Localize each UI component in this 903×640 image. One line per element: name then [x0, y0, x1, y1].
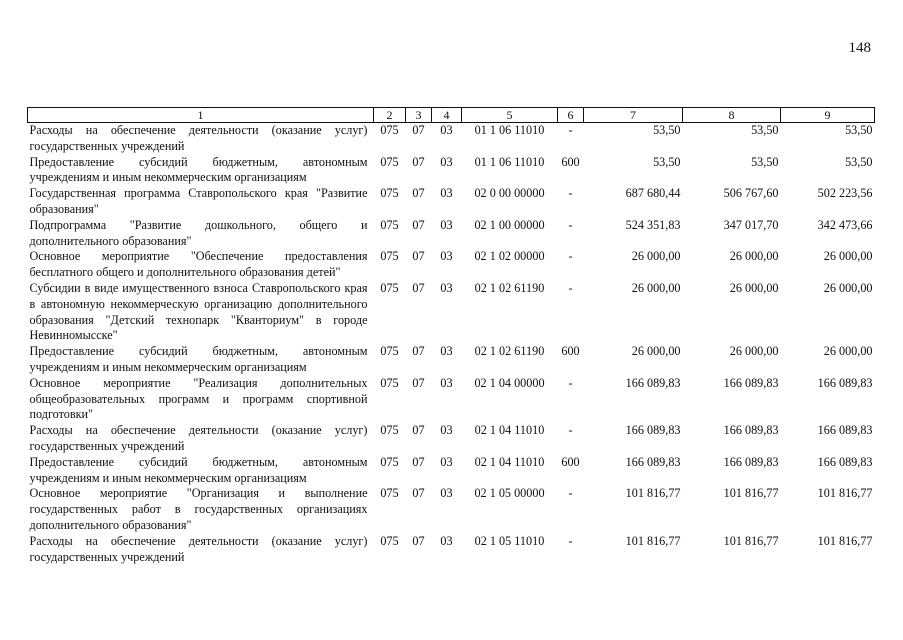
header-col-4: 4	[432, 108, 462, 123]
row-description: Предоставление субсидий бюджетным, автономным учреждениям и иным некоммерческим организациям	[29, 344, 368, 374]
row-description: Основное мероприятие "Организация и выполнение государственных работ в государственных организациях дополнительного образования"	[29, 486, 368, 532]
row-amount-col9: 26 000,00	[823, 344, 873, 359]
table-row	[28, 281, 875, 344]
row-amount-col8: 101 816,77	[723, 486, 779, 501]
row-amount-col8: 166 089,83	[723, 375, 779, 390]
row-amount-col8: 26 000,00	[729, 344, 779, 359]
row-amount-col7: 53,50	[653, 123, 681, 137]
row-subsection-code: 03	[440, 533, 453, 548]
row-subsection-code: 03	[440, 454, 453, 469]
row-description: Основное мероприятие "Обеспечение предоставления бесплатного общего и дополнительного образования детей"	[29, 249, 368, 280]
table-row	[28, 344, 875, 376]
row-description: Государственная программа Ставропольского края "Развитие образования"	[29, 186, 368, 216]
row-amount-col9: 53,50	[845, 123, 873, 137]
table-row	[28, 186, 875, 218]
row-target-code: 02 1 00 00000	[474, 217, 545, 232]
row-amount-col9: 101 816,77	[817, 486, 873, 501]
row-section-code: 07	[412, 533, 425, 548]
row-section-code: 07	[412, 375, 425, 390]
row-section-code: 07	[412, 454, 425, 469]
table-row	[28, 376, 875, 423]
row-section-code: 07	[412, 186, 425, 201]
header-col-8: 8	[683, 108, 781, 123]
row-ministry-code: 075	[380, 454, 399, 469]
table-row	[28, 155, 875, 187]
header-col-6: 6	[558, 108, 584, 123]
row-target-code: 02 1 02 00000	[474, 249, 545, 264]
row-expense-type: -	[568, 186, 573, 201]
row-amount-col7: 101 816,77	[625, 533, 681, 548]
row-subsection-code: 03	[440, 344, 453, 359]
row-amount-col9: 342 473,66	[817, 217, 873, 232]
header-col-5: 5	[462, 108, 558, 123]
row-amount-col8: 53,50	[751, 154, 779, 169]
row-amount-col9: 502 223,56	[817, 186, 873, 201]
row-description: Расходы на обеспечение деятельности (оказание услуг) государственных учреждений	[29, 423, 368, 453]
row-amount-col9: 166 089,83	[817, 375, 873, 390]
row-section-code: 07	[412, 344, 425, 359]
row-amount-col7: 166 089,83	[625, 375, 681, 390]
row-amount-col7: 166 089,83	[625, 423, 681, 438]
budget-table	[27, 107, 875, 565]
row-description: Основное мероприятие "Реализация дополнительных общеобразовательных программ и программ спортивной подготовки"	[29, 375, 368, 422]
row-amount-col8: 347 017,70	[723, 217, 779, 232]
row-amount-col7: 166 089,83	[625, 454, 681, 469]
row-description: Предоставление субсидий бюджетным, автономным учреждениям и иным некоммерческим организациям	[29, 154, 368, 185]
row-target-code: 02 1 04 00000	[474, 375, 545, 390]
row-description: Расходы на обеспечение деятельности (оказание услуг) государственных учреждений	[29, 533, 368, 564]
row-target-code: 02 1 04 11010	[474, 423, 545, 438]
row-amount-col9: 53,50	[845, 154, 873, 169]
row-ministry-code: 075	[380, 533, 399, 548]
page-number: 148	[848, 40, 871, 56]
row-target-code: 02 1 02 61190	[474, 344, 545, 359]
row-amount-col7: 524 351,83	[625, 217, 681, 232]
header-col-2: 2	[374, 108, 406, 123]
row-description: Подпрограмма "Развитие дошкольного, общего и дополнительного образования"	[29, 217, 368, 248]
header-col-9: 9	[781, 108, 875, 123]
table-row	[28, 123, 875, 155]
table-body	[28, 123, 875, 566]
row-section-code: 07	[412, 154, 425, 169]
row-ministry-code: 075	[380, 280, 399, 295]
row-expense-type: -	[568, 486, 573, 501]
row-subsection-code: 03	[440, 375, 453, 390]
table-row	[28, 534, 875, 566]
row-expense-type: -	[568, 123, 573, 137]
row-section-code: 07	[412, 280, 425, 295]
row-subsection-code: 03	[440, 249, 453, 264]
row-section-code: 07	[412, 423, 425, 438]
row-expense-type: -	[568, 249, 573, 264]
row-subsection-code: 03	[440, 123, 453, 137]
row-description: Предоставление субсидий бюджетным, автономным учреждениям и иным некоммерческим организациям	[29, 454, 368, 485]
row-ministry-code: 075	[380, 344, 399, 359]
row-expense-type: -	[568, 217, 573, 232]
row-amount-col9: 26 000,00	[823, 280, 873, 295]
row-target-code: 02 0 00 00000	[474, 186, 545, 201]
table-header	[28, 108, 875, 123]
row-subsection-code: 03	[440, 486, 453, 501]
row-target-code: 02 1 05 00000	[474, 486, 545, 501]
row-expense-type: -	[568, 533, 573, 548]
row-expense-type: -	[568, 280, 573, 295]
row-section-code: 07	[412, 486, 425, 501]
row-subsection-code: 03	[440, 186, 453, 201]
row-amount-col8: 101 816,77	[723, 533, 779, 548]
header-col-7: 7	[584, 108, 683, 123]
row-target-code: 02 1 05 11010	[474, 533, 545, 548]
row-amount-col7: 26 000,00	[631, 280, 681, 295]
row-ministry-code: 075	[380, 423, 399, 438]
row-description: Субсидии в виде имущественного взноса Ставропольского края в автономную некоммерческую организацию дополнительного образования "Детский технопарк "Кванториум" в городе Невинномысске"	[29, 280, 368, 343]
row-ministry-code: 075	[380, 249, 399, 264]
row-ministry-code: 075	[380, 486, 399, 501]
row-amount-col9: 166 089,83	[817, 454, 873, 469]
row-expense-type: 600	[561, 454, 580, 469]
row-expense-type: 600	[561, 344, 580, 359]
header-col-1: 1	[28, 108, 374, 123]
row-ministry-code: 075	[380, 123, 399, 137]
row-ministry-code: 075	[380, 217, 399, 232]
table-row	[28, 218, 875, 250]
row-amount-col9: 26 000,00	[823, 249, 873, 264]
table-row	[28, 455, 875, 487]
row-expense-type: -	[568, 375, 573, 390]
row-amount-col8: 53,50	[751, 123, 779, 137]
row-amount-col8: 26 000,00	[729, 280, 779, 295]
row-target-code: 01 1 06 11010	[474, 123, 545, 137]
row-amount-col8: 166 089,83	[723, 454, 779, 469]
row-target-code: 01 1 06 11010	[474, 154, 545, 169]
row-subsection-code: 03	[440, 423, 453, 438]
header-col-3: 3	[406, 108, 432, 123]
row-amount-col9: 166 089,83	[817, 423, 873, 438]
row-expense-type: 600	[561, 154, 580, 169]
row-ministry-code: 075	[380, 154, 399, 169]
table-row	[28, 486, 875, 533]
row-subsection-code: 03	[440, 154, 453, 169]
row-section-code: 07	[412, 123, 425, 137]
row-amount-col7: 26 000,00	[631, 344, 681, 359]
row-amount-col9: 101 816,77	[817, 533, 873, 548]
row-amount-col8: 506 767,60	[723, 186, 779, 201]
table-row	[28, 423, 875, 455]
row-description: Расходы на обеспечение деятельности (оказание услуг) государственных учреждений	[29, 123, 368, 153]
row-ministry-code: 075	[380, 375, 399, 390]
row-amount-col7: 26 000,00	[631, 249, 681, 264]
row-amount-col7: 687 680,44	[625, 186, 681, 201]
row-amount-col7: 53,50	[653, 154, 681, 169]
row-expense-type: -	[568, 423, 573, 438]
row-amount-col8: 26 000,00	[729, 249, 779, 264]
row-subsection-code: 03	[440, 280, 453, 295]
row-section-code: 07	[412, 217, 425, 232]
row-amount-col8: 166 089,83	[723, 423, 779, 438]
row-target-code: 02 1 02 61190	[474, 280, 545, 295]
row-subsection-code: 03	[440, 217, 453, 232]
row-section-code: 07	[412, 249, 425, 264]
row-amount-col7: 101 816,77	[625, 486, 681, 501]
table-row	[28, 249, 875, 281]
row-ministry-code: 075	[380, 186, 399, 201]
row-target-code: 02 1 04 11010	[474, 454, 545, 469]
